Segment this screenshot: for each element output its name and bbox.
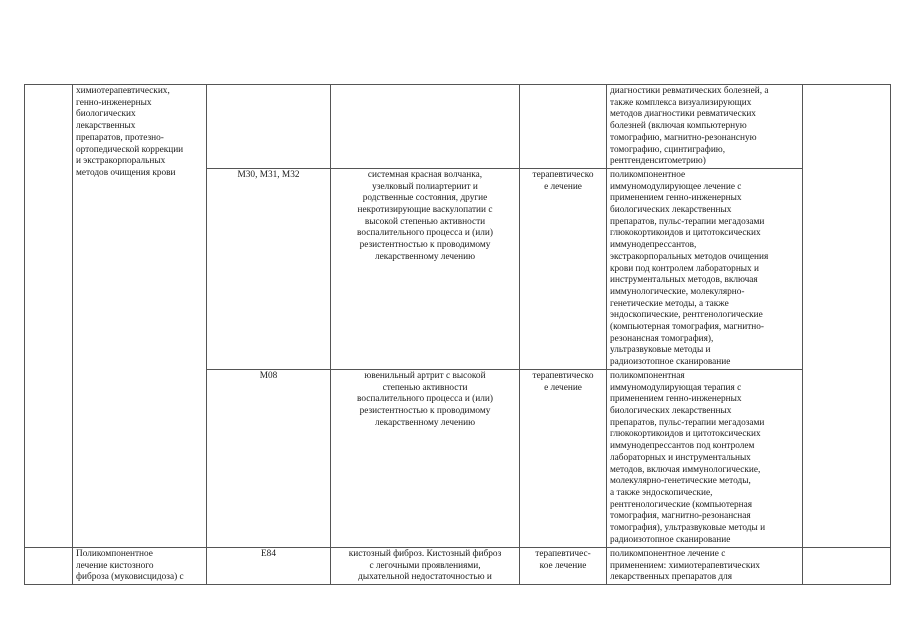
text-line: применением генно-инженерных [610,394,742,405]
text-line: препаратов, пульс-терапии мегадозами [610,417,765,428]
text-line: глюкокортикоидов и цитотоксических [610,228,761,239]
text-line: резистентностью к проводимому [359,240,491,251]
text-line: томография), ультразвуковые методы и [610,523,766,534]
number-cell [25,547,73,584]
table-row [25,85,891,169]
text-line: е лечение [544,382,582,393]
text-line: также комплекса визуализирующих [610,97,752,108]
text-line: ювенильный артрит с высокой [364,370,486,381]
text-line: резонансная томография), [610,333,714,344]
text-line: лекарственных [76,121,136,132]
text-line: рентгенологические (компьютерная [610,499,753,510]
kind-cell [520,369,607,547]
text-line: воспалительного процесса и (или) [357,394,493,405]
text-line: и экстракорпоральных [76,156,166,167]
text-line: а также эндоскопические, [610,487,713,498]
text-line: биологических лекарственных [610,205,732,216]
text-line: томографию, магнитно-резонансную [610,132,757,143]
text-line: узелковый полиартериит и [372,181,478,192]
text-line: (компьютерная томография, магнитно- [610,322,765,333]
text-line: лекарственному лечению [374,417,476,428]
text-line: родственные состояния, другие [362,193,488,204]
kind-cell [520,547,607,584]
text-line: терапевтическо [532,370,594,381]
text-line: Поликомпонентное [76,548,153,559]
text-line: болезней (включая компьютерную [610,121,747,132]
text-line: крови под контролем лабораторных и [610,263,759,274]
method-cell [607,85,803,169]
text-line: генно-инженерных [76,97,152,108]
text-line: диагностики ревматических болезней, а [610,86,769,96]
text-line: иммуномодулирующее лечение с [610,181,742,192]
text-line: рентгенденситометрию) [610,156,706,167]
text-line: методов очищения крови [76,167,176,178]
text-line: препаратов, протезно- [76,132,164,143]
method-cell [607,369,803,547]
text-line: поликомпонентная [610,370,685,381]
text-line: фиброза (муковисцидоза) с [76,572,184,583]
text-line: лабораторных и инструментальных [610,452,751,463]
text-line: с легочными проявлениями, [369,560,481,571]
text-line: лекарственному лечению [374,251,476,262]
text-line: применением: химиотерапевтических [610,560,761,571]
text-line: ультразвуковые методы и [610,345,711,356]
text-line: поликомпонентное [610,169,686,180]
text-line: е лечение [544,181,582,192]
text-line: ортопедической коррекции [76,144,184,155]
code-cell [207,85,331,169]
kind-cell [520,85,607,169]
text-line: системная красная волчанка, [367,169,483,180]
text-line: терапевтичес- [535,548,591,559]
text-line: дыхательной недостаточностью и [358,572,492,583]
model-cell [331,168,520,369]
text-line: томография, магнитно-резонансная [610,511,751,522]
treatment-table [24,84,891,585]
code-cell: M30, M31, M32 [207,168,331,369]
text-line: кистозный фиброз. Кистозный фиброз [348,548,502,559]
text-line: иммуномодулирующая терапия с [610,382,742,393]
method-cell [607,547,803,584]
text-line: иммунодепрессантов под контролем [610,441,755,452]
text-line: биологических лекарственных [610,405,732,416]
text-line: молекулярно-генетические методы, [610,476,751,487]
text-line: генетические методы, а также [610,298,729,309]
model-cell [331,369,520,547]
text-line: терапевтическо [532,169,594,180]
text-line: глюкокортикоидов и цитотоксических [610,429,761,440]
text-line: химиотерапевтических, [76,86,170,96]
norm-cell [803,547,891,584]
text-line: препаратов, пульс-терапии мегадозами [610,216,765,227]
group-cell [73,85,207,548]
text-line: иммунологические, молекулярно- [610,286,745,297]
table-row [25,547,891,584]
text-line: методов диагностики ревматических [610,109,756,120]
model-cell [331,85,520,169]
text-line: методов, включая иммунологические, [610,464,761,475]
text-line: воспалительного процесса и (или) [357,228,493,239]
text-line: резистентностью к проводимому [359,405,491,416]
text-line: лекарственных препаратов для [610,572,733,583]
text-line: инструментальных методов, включая [610,275,758,286]
text-line: поликомпонентное лечение с [610,548,726,559]
text-line: биологических [76,109,136,120]
text-line: иммунодепрессантов, [610,240,697,251]
text-line: экстракорпоральных методов очищения [610,251,769,262]
text-line: радиоизотопное сканирование [610,357,731,368]
code-cell: E84 [207,547,331,584]
model-cell [331,547,520,584]
text-line: кое лечение [539,560,587,571]
number-cell [25,85,73,548]
method-cell [607,168,803,369]
text-line: степенью активности [382,382,468,393]
group-cell [73,547,207,584]
text-line: радиоизотопное сканирование [610,534,731,545]
text-line: лечение кистозного [76,560,154,571]
text-line: эндоскопические, рентгенологические [610,310,763,321]
text-line: высокой степенью активности [364,216,486,227]
kind-cell [520,168,607,369]
text-line: томографию, сцинтиграфию, [610,144,726,155]
norm-cell [803,85,891,548]
text-line: некротизирующие васкулопатии с [357,205,493,216]
code-cell: M08 [207,369,331,547]
text-line: применением генно-инженерных [610,193,742,204]
